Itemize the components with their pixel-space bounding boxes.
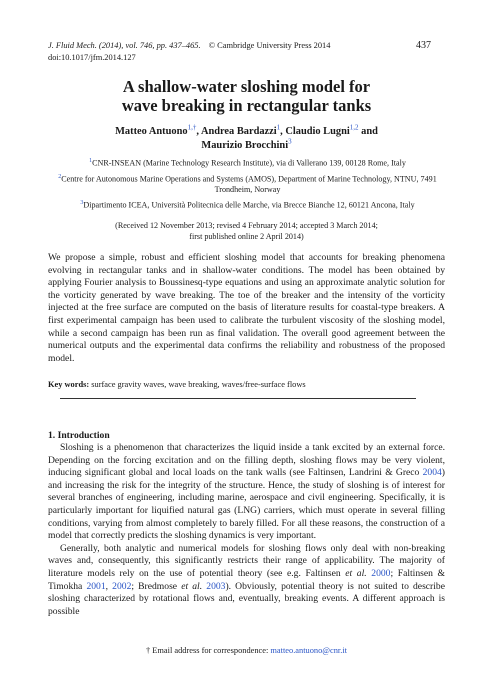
et-al-text: et al.	[345, 567, 367, 579]
footnote-label: † Email address for correspondence:	[146, 646, 269, 655]
paragraph-text: Sloshing is a phenomenon that characterizes the liquid inside a tank excited by an external force. Depending on the forcing excitation and on the filling depth, sloshing flows may be very violent, inducing significant global and local loads on the tank walls (see Faltinsen, Landrini & Greco	[48, 442, 445, 479]
email-link[interactable]: matteo.antuono@cnr.it	[270, 646, 347, 655]
paragraph-text: ; Faltinsen & Timokha	[48, 567, 445, 592]
citation-link[interactable]: 2001	[86, 580, 106, 592]
copyright-notice: © Cambridge University Press 2014	[208, 41, 331, 50]
page-number: 437	[416, 40, 431, 51]
author-affiliation-link[interactable]: 1,2	[349, 123, 359, 132]
affiliation-text: CNR-INSEAN (Marine Technology Research Institute), via di Vallerano 139, 00128 Rome, Italy	[92, 158, 406, 168]
keywords-text: surface gravity waves, wave breaking, waves/free-surface flows	[91, 380, 306, 389]
author-affiliation-link[interactable]: 1,†	[187, 123, 197, 132]
citation-link[interactable]: 2004	[422, 467, 442, 479]
affiliation-text: Centre for Autonomous Marine Operations and Systems (AMOS), Department of Marine Technology, NTNU, 7491 Trondheim, Norway	[61, 174, 437, 195]
et-al-text: et al.	[181, 580, 203, 592]
keywords	[48, 380, 445, 389]
received-dates	[48, 220, 445, 242]
affiliation-number: 2	[58, 173, 62, 180]
affiliation-item	[46, 198, 449, 211]
introduction-body	[48, 442, 445, 618]
author-name: Andrea Bardazzi	[200, 126, 277, 137]
received-line-1: (Received 12 November 2013; revised 4 February 2014; accepted 3 March 2014;	[115, 221, 378, 230]
paragraph	[48, 543, 445, 619]
citation-link[interactable]: 2000	[371, 567, 391, 579]
paragraph-text: ; Bredmose	[131, 580, 182, 592]
title-line-2: wave breaking in rectangular tanks	[121, 96, 372, 115]
citation-link[interactable]: 2002	[112, 580, 132, 592]
received-line-2: first published online 2 April 2014)	[189, 232, 304, 241]
author-name: Maurizio Brocchini	[201, 140, 289, 151]
title-line-1: A shallow-water sloshing model for	[122, 77, 371, 96]
section-divider	[60, 398, 416, 399]
author-affiliation-link[interactable]: 3	[288, 137, 292, 146]
correspondence-footnote	[48, 646, 445, 655]
affiliation-text: Dipartimento ICEA, Università Politecnica delle Marche, via Brecce Bianche 12, 60121 Ancona, Italy	[83, 201, 415, 211]
journal-citation: J. Fluid Mech. (2014), vol. 746, pp. 437–465.	[48, 41, 201, 50]
author-list: Matteo Antuono$^{1,\dagger}$, Andrea Bardazzi$^1$, Claudio Lugni$^{1,2}$ and Maurizio Brocchini$^3$	[115, 123, 378, 151]
paper-title	[40, 77, 453, 115]
paragraph-text: ) and increasing the risk for the integrity of the structure. Hence, the study of sloshing is of interest for several branches of engineering, including marine, aerospace and civil engineering. Specifically, it is particularly important for liquified natural gas (LNG) carriers, which must operate in several filling conditions, varying from almost completely to barely filled. For all these reasons, the construction of a model that correctly predicts the sloshing dynamics is very important.	[48, 467, 445, 542]
paragraph	[48, 442, 445, 543]
section-heading: 1. Introduction	[48, 430, 110, 441]
abstract: We propose a simple, robust and efficient sloshing model that accounts for breaking phenomena evolving in rectangular tanks and in shallow-water conditions. The model has been obtained by applying Fourier analysis to Boussinesq-type equations and using an approximate analytic solution for the vorticity generated by wave breaking. The toe of the breaker and the intensity of the vorticity injected at the free surface are computed on the basis of literature results for coastal-type breakers. A first experimental campaign has been used to calibrate the turbulent viscosity of the sloshing model, while a second campaign has been run as final validation. The overall good agreement between the numerical outputs and the experimental data confirms the reliability and robustness of the proposed model.	[48, 252, 445, 364]
affiliation-number: 1	[89, 158, 93, 164]
author-affiliation-link[interactable]: 1	[276, 123, 281, 132]
keywords-label: Key words:	[48, 380, 90, 389]
journal-header	[48, 40, 330, 64]
paragraph-text: ,	[105, 580, 113, 592]
paragraph-text: ). Obviously, potential theory is not suited to describe sloshing characterized by rotational flows and, eventually, breaking events. A different approach is possible	[48, 580, 445, 617]
citation-link[interactable]: 2003	[206, 580, 226, 592]
affiliation-item	[46, 172, 449, 196]
doi: doi:10.1017/jfm.2014.127	[48, 53, 136, 62]
author-conjunction: and	[361, 126, 378, 137]
affiliation-number: 3	[80, 200, 84, 207]
affiliation-item	[46, 156, 449, 169]
affiliations	[46, 156, 449, 214]
author-name: Matteo Antuono	[115, 126, 188, 137]
paragraph-text: Generally, both analytic and numerical models for sloshing flows only deal with non-breaking waves and, consequently, this significantly restricts their range of applicability. The majority of literature models rely on the use of potential theory (see e.g. Faltinsen	[48, 542, 445, 579]
author-name: Claudio Lugni	[285, 126, 350, 137]
